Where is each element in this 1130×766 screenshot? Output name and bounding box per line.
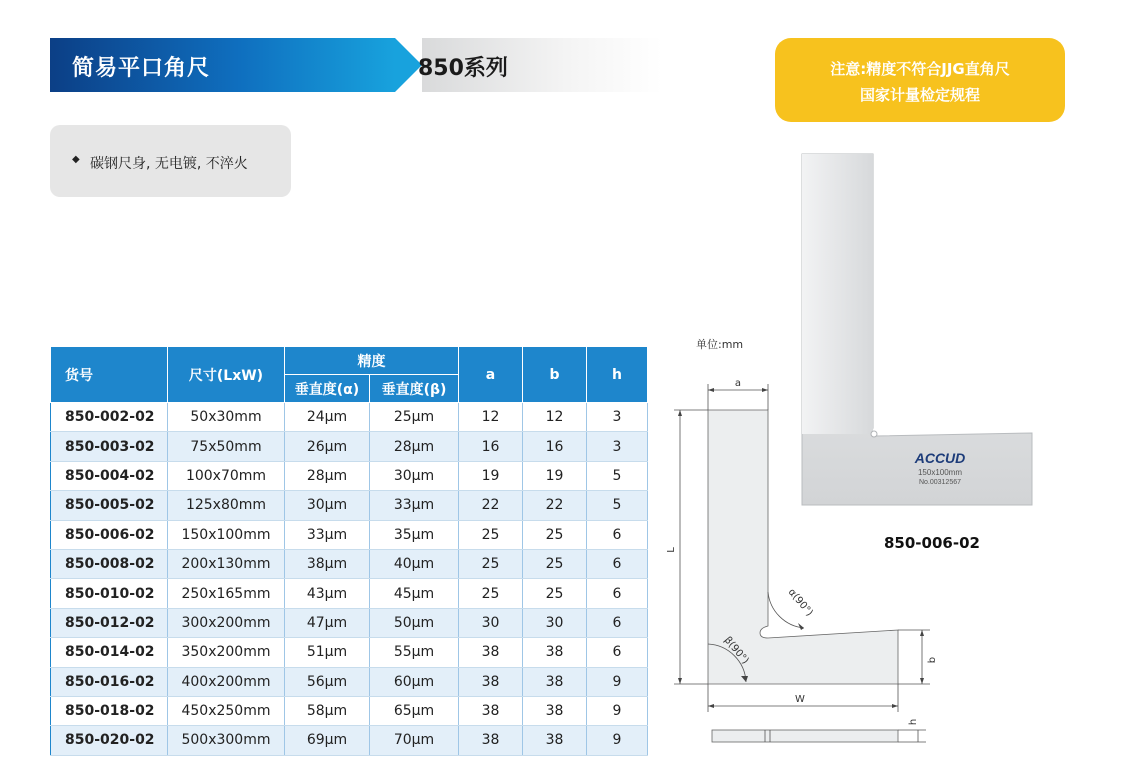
header-b: b	[523, 347, 587, 403]
cell-a: 19	[459, 461, 523, 490]
header-h: h	[587, 347, 648, 403]
cell-b: 25	[523, 549, 587, 578]
cell-beta: 28μm	[370, 432, 459, 461]
cell-a: 22	[459, 491, 523, 520]
cell-alpha: 24μm	[285, 403, 370, 432]
cell-b: 38	[523, 726, 587, 755]
cell-beta: 65μm	[370, 696, 459, 725]
arrow-W-left	[708, 704, 714, 708]
header-model: 货号	[51, 347, 168, 403]
header-beta: 垂直度(β)	[370, 375, 459, 403]
cell-a: 38	[459, 726, 523, 755]
cell-beta: 60μm	[370, 667, 459, 696]
series-title: 850系列	[418, 56, 508, 81]
arrow-alpha	[798, 623, 804, 630]
cell-a: 38	[459, 696, 523, 725]
cell-a: 25	[459, 520, 523, 549]
arrow-b-top	[920, 630, 924, 636]
cell-a: 12	[459, 403, 523, 432]
cell-alpha: 30μm	[285, 491, 370, 520]
notice-line-2: 国家计量检定规程	[859, 86, 980, 104]
cell-model: 850-004-02	[51, 461, 168, 490]
cell-model: 850-014-02	[51, 638, 168, 667]
photo-size-mark: 150x100mm	[917, 468, 963, 477]
cell-h: 3	[587, 403, 648, 432]
beta-label: β(90°)	[721, 634, 751, 667]
cell-model: 850-005-02	[51, 491, 168, 520]
cell-b: 30	[523, 608, 587, 637]
alpha-label: α(90°)	[785, 586, 815, 619]
brand-logo: ACCUD	[914, 450, 966, 466]
cell-beta: 55μm	[370, 638, 459, 667]
cell-size: 400x200mm	[168, 667, 285, 696]
header-size: 尺寸(LxW)	[168, 347, 285, 403]
cell-model: 850-002-02	[51, 403, 168, 432]
notice-badge	[775, 38, 1065, 122]
cell-a: 25	[459, 579, 523, 608]
cell-b: 16	[523, 432, 587, 461]
feature-box	[50, 125, 291, 197]
photo-serial: No.00312567	[918, 479, 962, 486]
arrow-L-top	[678, 410, 682, 416]
table-row	[51, 696, 648, 725]
cell-h: 6	[587, 638, 648, 667]
arrow-b-bottom	[920, 678, 924, 684]
cell-model: 850-010-02	[51, 579, 168, 608]
cell-alpha: 47μm	[285, 608, 370, 637]
table-row	[51, 608, 648, 637]
cell-h: 9	[587, 726, 648, 755]
cell-b: 38	[523, 696, 587, 725]
cell-model: 850-016-02	[51, 667, 168, 696]
cell-size: 350x200mm	[168, 638, 285, 667]
cell-alpha: 26μm	[285, 432, 370, 461]
cell-beta: 70μm	[370, 726, 459, 755]
cell-size: 50x30mm	[168, 403, 285, 432]
cell-h: 6	[587, 549, 648, 578]
diamond-bullet-icon: ◆	[72, 154, 80, 165]
cell-size: 125x80mm	[168, 491, 285, 520]
cell-alpha: 69μm	[285, 726, 370, 755]
table-row	[51, 461, 648, 490]
cell-beta: 45μm	[370, 579, 459, 608]
arrow-a-left	[708, 388, 714, 392]
cell-b: 38	[523, 667, 587, 696]
table-row	[51, 579, 648, 608]
unit-label: 单位:mm	[696, 338, 744, 351]
photo-caption: 850-006-02	[884, 534, 980, 552]
cell-b: 38	[523, 638, 587, 667]
cell-b: 25	[523, 520, 587, 549]
cell-h: 6	[587, 608, 648, 637]
cell-h: 3	[587, 432, 648, 461]
notice-line-1: 注意:精度不符合JJG直角尺	[830, 60, 1010, 78]
dim-W-label: W	[795, 694, 805, 705]
cell-beta: 33μm	[370, 491, 459, 520]
cell-h: 5	[587, 461, 648, 490]
cell-a: 38	[459, 638, 523, 667]
cell-alpha: 38μm	[285, 549, 370, 578]
cell-alpha: 43μm	[285, 579, 370, 608]
table-row	[51, 520, 648, 549]
header-alpha: 垂直度(α)	[285, 375, 370, 403]
cell-h: 6	[587, 579, 648, 608]
table-row	[51, 667, 648, 696]
cell-beta: 50μm	[370, 608, 459, 637]
cell-size: 500x300mm	[168, 726, 285, 755]
cell-size: 200x130mm	[168, 549, 285, 578]
cell-alpha: 28μm	[285, 461, 370, 490]
cell-alpha: 58μm	[285, 696, 370, 725]
cell-alpha: 56μm	[285, 667, 370, 696]
page-title: 简易平口角尺	[72, 56, 211, 81]
cell-h: 9	[587, 667, 648, 696]
table-row	[51, 491, 648, 520]
dim-a-label: a	[734, 378, 742, 389]
header-a: a	[459, 347, 523, 403]
side-view-bar	[712, 730, 898, 742]
header-accuracy: 精度	[285, 347, 459, 375]
cell-beta: 40μm	[370, 549, 459, 578]
cell-model: 850-018-02	[51, 696, 168, 725]
feature-text: 碳钢尺身, 无电镀, 不淬火	[90, 156, 248, 172]
arrow-a-right	[762, 388, 768, 392]
cell-beta: 30μm	[370, 461, 459, 490]
cell-b: 12	[523, 403, 587, 432]
cell-a: 38	[459, 667, 523, 696]
table-row	[51, 403, 648, 432]
cell-beta: 25μm	[370, 403, 459, 432]
cell-alpha: 51μm	[285, 638, 370, 667]
table-row	[51, 638, 648, 667]
dim-h-label: h	[908, 718, 919, 726]
cell-model: 850-020-02	[51, 726, 168, 755]
cell-model: 850-006-02	[51, 520, 168, 549]
cell-size: 75x50mm	[168, 432, 285, 461]
cell-model: 850-003-02	[51, 432, 168, 461]
cell-h: 9	[587, 696, 648, 725]
arrow-L-bottom	[678, 678, 682, 684]
cell-a: 30	[459, 608, 523, 637]
cell-model: 850-008-02	[51, 549, 168, 578]
cell-model: 850-012-02	[51, 608, 168, 637]
cell-b: 25	[523, 579, 587, 608]
table-row	[51, 726, 648, 755]
cell-beta: 35μm	[370, 520, 459, 549]
table-row	[51, 432, 648, 461]
dim-b-label: b	[927, 656, 938, 664]
cell-size: 150x100mm	[168, 520, 285, 549]
cell-b: 22	[523, 491, 587, 520]
cell-a: 25	[459, 549, 523, 578]
table-row	[51, 549, 648, 578]
cell-a: 16	[459, 432, 523, 461]
spec-table	[50, 346, 648, 756]
cell-h: 6	[587, 520, 648, 549]
cell-size: 100x70mm	[168, 461, 285, 490]
dim-L-label: L	[666, 547, 677, 553]
cell-size: 450x250mm	[168, 696, 285, 725]
cell-b: 19	[523, 461, 587, 490]
cell-size: 300x200mm	[168, 608, 285, 637]
cell-size: 250x165mm	[168, 579, 285, 608]
header-banner	[50, 38, 662, 92]
cell-h: 5	[587, 491, 648, 520]
arrow-W-right	[892, 704, 898, 708]
cell-alpha: 33μm	[285, 520, 370, 549]
technical-drawing	[660, 370, 950, 750]
